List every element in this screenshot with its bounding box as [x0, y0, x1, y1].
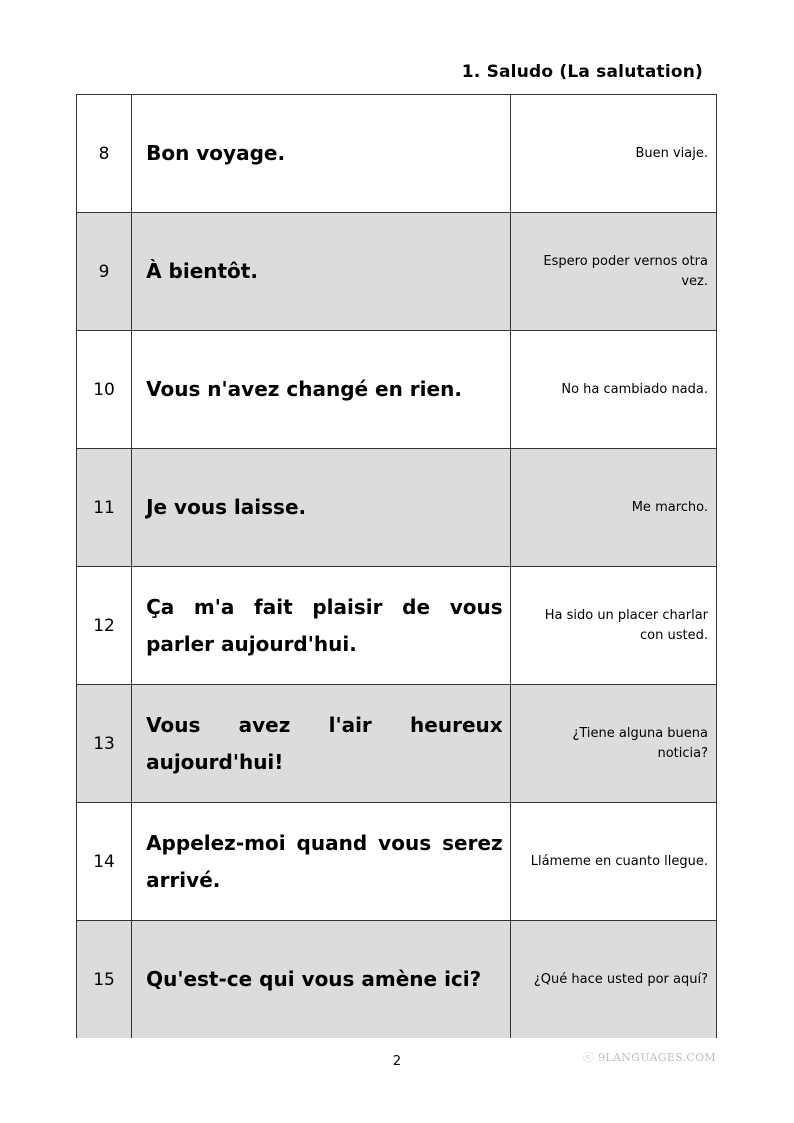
french-phrase: Vous avez l'air heureux aujourd'hui!: [132, 685, 511, 803]
french-phrase: Bon voyage.: [132, 95, 511, 213]
row-number: 15: [77, 921, 132, 1039]
table-row: [77, 95, 717, 213]
french-phrase: Appelez-moi quand vous serez arrivé.: [132, 803, 511, 921]
spanish-translation: Llámeme en cuanto llegue.: [510, 803, 716, 921]
spanish-translation: ¿Tiene alguna buena noticia?: [510, 685, 716, 803]
page-number: 2: [392, 1054, 402, 1069]
table-row: [77, 331, 717, 449]
table-row: [77, 213, 717, 331]
french-phrase: Ça m'a fait plaisir de vous parler aujourd'hui.: [132, 567, 511, 685]
spanish-translation: Espero poder vernos otra vez.: [510, 213, 716, 331]
watermark: ⓒ 9LANGUAGES.COM: [583, 1051, 716, 1064]
row-number: 13: [77, 685, 132, 803]
row-number: 11: [77, 449, 132, 567]
row-number: 10: [77, 331, 132, 449]
table-row: [77, 449, 717, 567]
spanish-translation: No ha cambiado nada.: [510, 331, 716, 449]
table-row: [77, 685, 717, 803]
french-phrase: Je vous laisse.: [132, 449, 511, 567]
row-number: 8: [77, 95, 132, 213]
french-phrase: Qu'est-ce qui vous amène ici?: [132, 921, 511, 1039]
spanish-translation: Me marcho.: [510, 449, 716, 567]
row-number: 14: [77, 803, 132, 921]
table-row: [77, 567, 717, 685]
table-row: [77, 803, 717, 921]
french-phrase: À bientôt.: [132, 213, 511, 331]
row-number: 12: [77, 567, 132, 685]
spanish-translation: Buen viaje.: [510, 95, 716, 213]
spanish-translation: ¿Qué hace usted por aquí?: [510, 921, 716, 1039]
table-row: [77, 921, 717, 1039]
french-phrase: Vous n'avez changé en rien.: [132, 331, 511, 449]
spanish-translation: Ha sido un placer charlar con usted.: [510, 567, 716, 685]
row-number: 9: [77, 213, 132, 331]
phrase-table: [76, 94, 717, 1038]
page-title: 1. Saludo (La salutation): [461, 62, 703, 82]
